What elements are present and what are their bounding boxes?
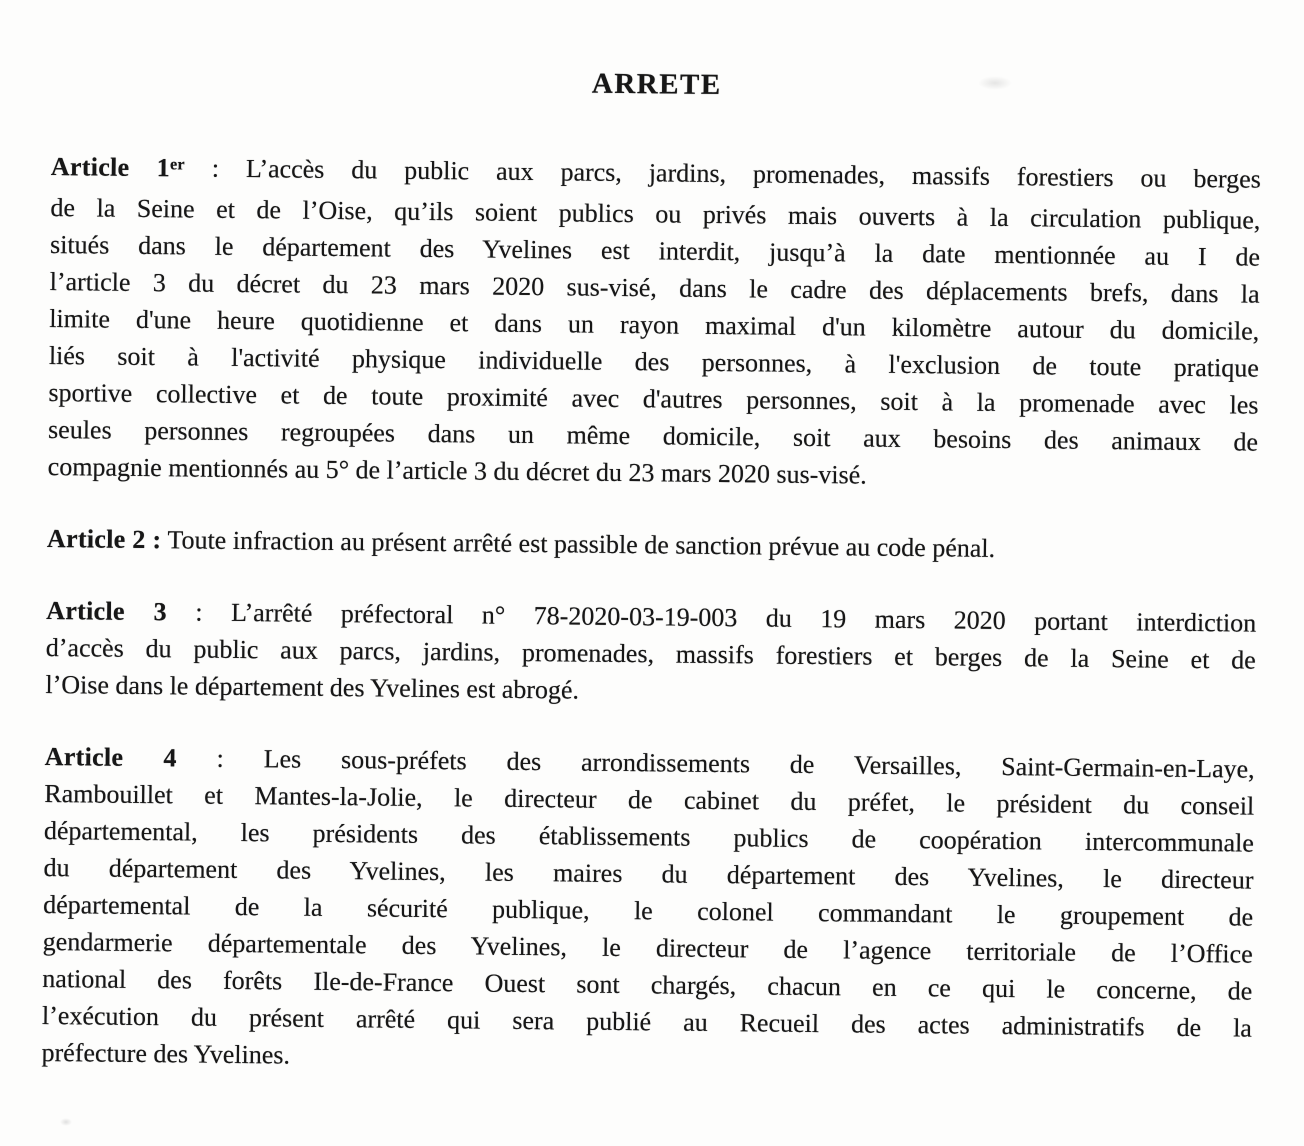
text-line: national des forêts Ile-de-France Ouest sont chargés, chacun en ce qui le concerne, de [42, 963, 1253, 1006]
text-line: Article 4 : Les sous-préfets des arrondissements de Versailles, Saint-Germain-en-Laye, [44, 741, 1255, 784]
text-line: situés dans le département des Yvelines est interdit, jusqu’à la date mentionnée au I de [49, 229, 1261, 272]
article-label: Article 1er [50, 151, 186, 183]
ordinal-suffix: er [169, 155, 186, 174]
text-line: gendarmerie départementale des Yvelines, le directeur de l’agence territoriale de l’Office [42, 926, 1253, 969]
text-line: liés soit à l'activité physique individuelle des personnes, à l'exclusion de toute pratique [48, 340, 1259, 383]
article-paragraph [47, 520, 1257, 570]
article-label: Article 4 [44, 741, 177, 773]
text-line: compagnie mentionnés au 5° de l’article 3 du décret du 23 mars 2020 sus-visé. [47, 451, 867, 490]
text-line: départemental, les présidents des établissements publics de coopération intercommunale [43, 815, 1255, 858]
document-title: ARRETE [591, 67, 722, 102]
text-line: préfecture des Yvelines. [41, 1037, 291, 1070]
text-line: limite d'une heure quotidienne et dans un rayon maximal d'un kilomètre autour du domicile, [49, 303, 1260, 346]
article-label: Article 3 [46, 595, 168, 627]
text-line: d’accès du public aux parcs, jardins, promenades, massifs forestiers et berges de la Seine et de [45, 632, 1256, 675]
text-line: l’Oise dans le département des Yvelines est abrogé. [45, 669, 580, 705]
article-paragraph [48, 148, 1261, 498]
scan-artifact [60, 1118, 72, 1126]
article-paragraph [45, 592, 1256, 716]
text-line: l’article 3 du décret du 23 mars 2020 sus-visé, dans le cadre des déplacements brefs, dans la [49, 266, 1260, 309]
text-line: Article 2 : Toute infraction au présent arrêté est passible de sanction prévue au code pénal. [46, 523, 996, 563]
article-label: Article 2 : [46, 523, 162, 555]
text-line: Rambouillet et Mantes-la-Jolie, le directeur de cabinet du préfet, le président du conseil [44, 778, 1255, 821]
text-line: seules personnes regroupées dans un même domicile, soit aux besoins des animaux de [47, 414, 1259, 457]
text-line: Article 1er : L’accès du public aux parcs, jardins, promenades, massifs forestiers ou berges [50, 151, 1261, 194]
text-line: de la Seine et de l’Oise, qu’ils soient publics ou privés mais ouverts à la circulation publique, [50, 192, 1261, 235]
text-line: départemental de la sécurité publique, le colonel commandant le groupement de [43, 889, 1254, 932]
text-line: du département des Yvelines, les maires du département des Yvelines, le directeur [43, 852, 1254, 895]
text-line: Article 3 : L’arrêté préfectoral n° 78-2020-03-19-003 du 19 mars 2020 portant interdiction [46, 595, 1257, 638]
scan-content [41, 60, 1262, 1084]
articles-section [41, 148, 1261, 1084]
text-line: sportive collective et de toute proximité avec d'autres personnes, soit à la promenade avec les [48, 377, 1259, 420]
article-paragraph [41, 738, 1254, 1084]
text-line: l’exécution du présent arrêté qui sera publié au Recueil des actes administratifs de la [41, 1000, 1253, 1043]
